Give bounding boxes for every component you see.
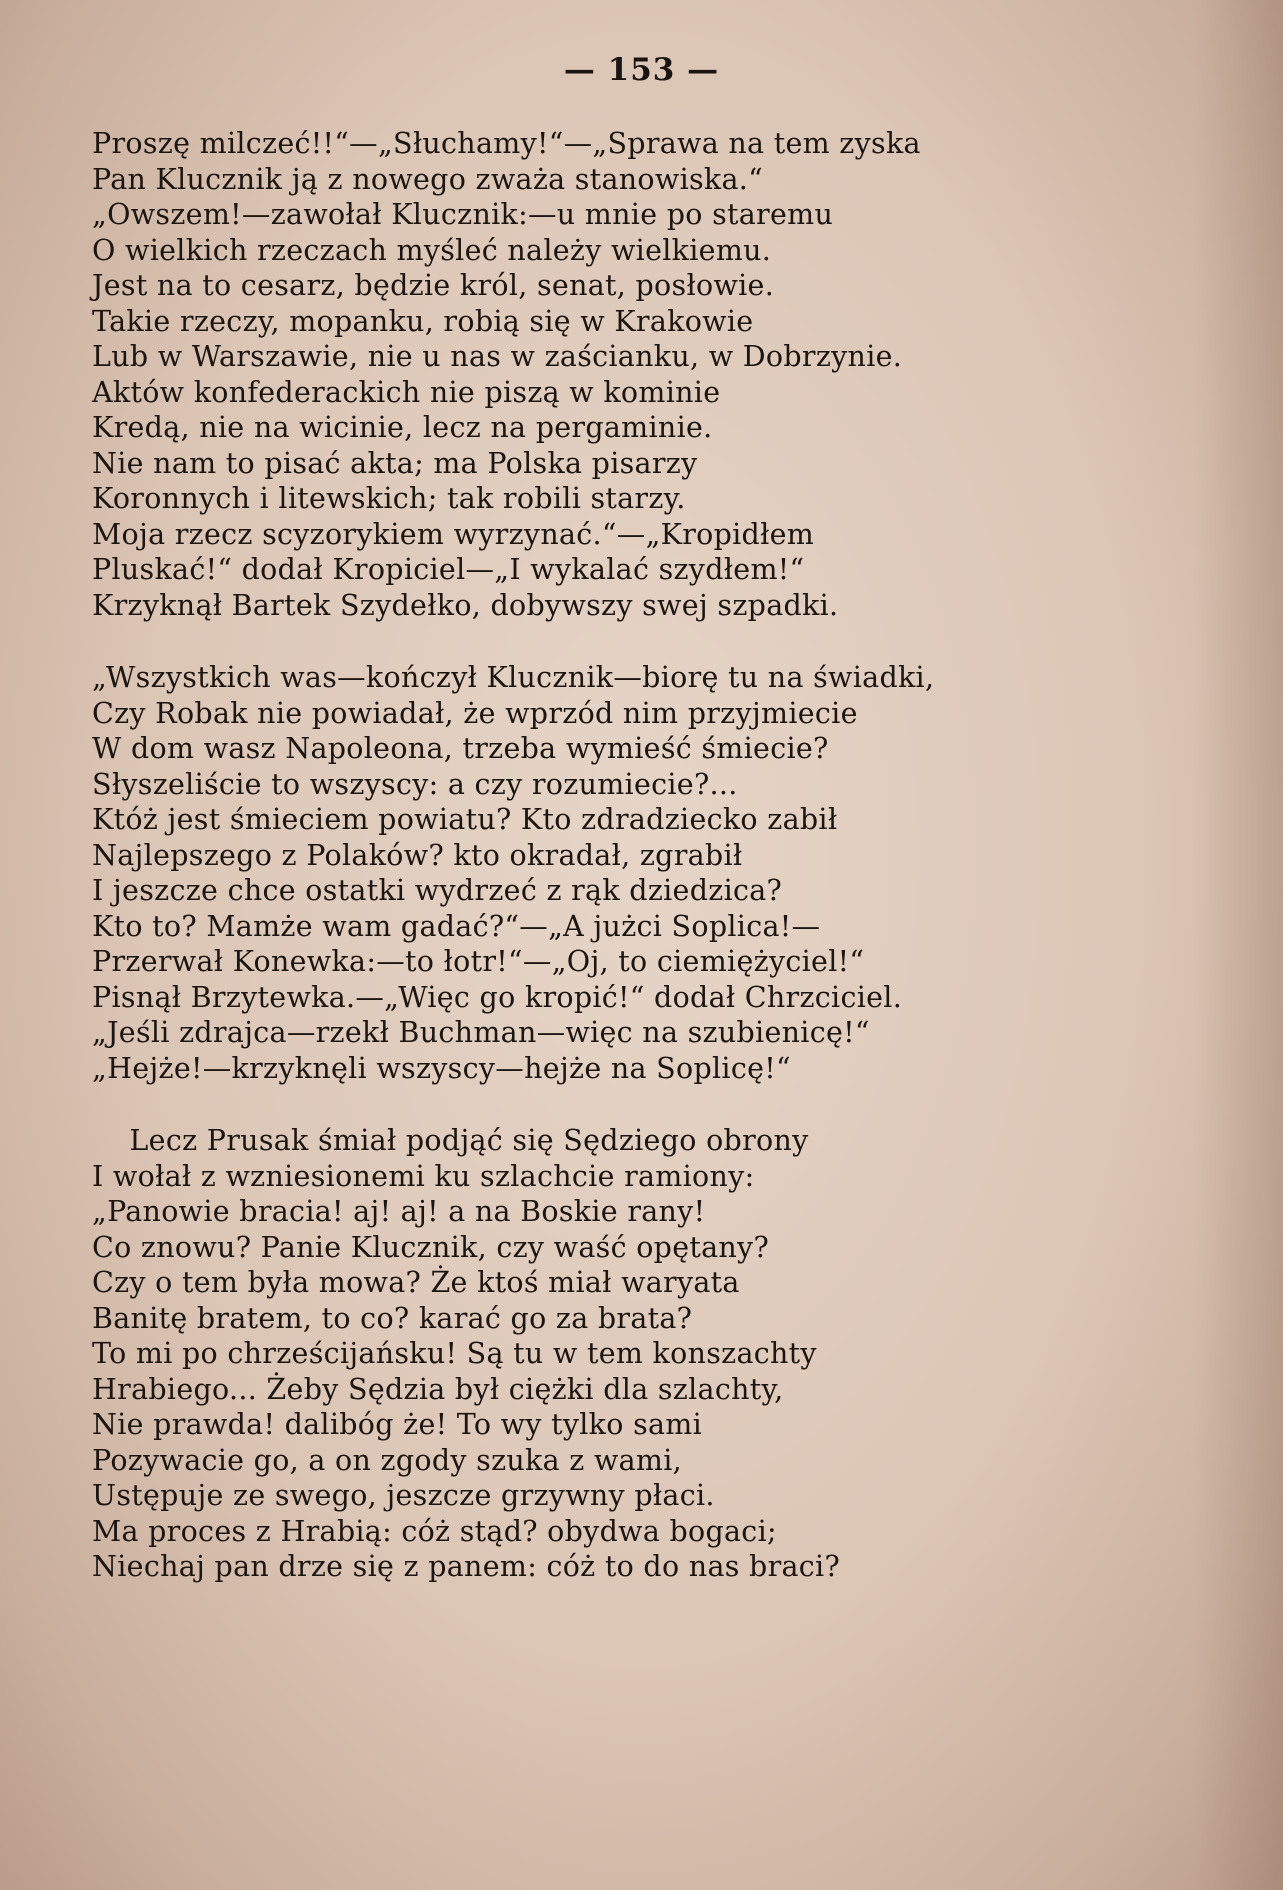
verse-line: „Panowie bracia! aj! aj! a na Boskie rany! [92,1195,706,1228]
verse-line: Czy Robak nie powiadał, że wprzód nim przyjmiecie [92,696,858,730]
verse-line: I wołał z wzniesionemi ku szlachcie ramiony: [92,1159,755,1193]
verse-line: „Hejże!—krzyknęli wszyscy—hejże na Soplicę!“ [92,1051,791,1085]
verse-line: Niechaj pan drze się z panem: cóż to do nas braci? [92,1550,841,1583]
verse-line: Krzyknął Bartek Szydełko, dobywszy swej szpadki. [92,588,839,622]
verse-line: Czy o tem była mowa? Że ktoś miał waryata [92,1266,740,1299]
verse-line: „Owszem!—zawołał Klucznik:—u mnie po staremu [92,198,834,231]
verse-line: Aktów konfederackich nie piszą w kominie [92,375,721,409]
verse-line: Ustępuje ze swego, jeszcze grzywny płaci. [92,1479,715,1512]
verse-line: I jeszcze chce ostatki wydrzeć z rąk dziedzica? [92,874,783,907]
verse-line: O wielkich rzeczach myśleć należy wielkiemu. [92,233,772,267]
verse-line: Takie rzeczy, mopanku, robią się w Krakowie [92,304,754,338]
verse-line: W dom wasz Napoleona, trzeba wymieść śmiecie? [92,732,829,765]
poem-text [92,126,1222,1585]
page-number: — 153 — [563,52,720,88]
verse-line: Któż jest śmieciem powiatu? Kto zdradziecko zabił [92,803,838,836]
verse-line: Lub w Warszawie, nie u nas w zaścianku, w Dobrzynie. [92,340,903,373]
verse-line: Kto to? Mamże wam gadać?“—„A jużci Soplica!— [92,909,821,943]
verse-line: Co znowu? Panie Klucznik, czy waść opętany? [92,1230,770,1264]
verse-line: To mi po chrześcijańsku! Są tu w tem konszachty [92,1337,817,1370]
verse-line: Ma proces z Hrabią: cóż stąd? obydwa bogaci; [92,1514,777,1548]
stanza-1 [92,126,1222,623]
verse-line: Słyszeliście to wszyscy: a czy rozumiecie?... [92,767,738,801]
verse-line: „Jeśli zdrajca—rzekł Buchman—więc na szubienicę!“ [92,1016,870,1049]
verse-line: Najlepszego z Polaków? kto okradał, zgrabił [92,838,743,872]
verse-line: Przerwał Konewka:—to łotr!“—„Oj, to ciemiężyciel!“ [92,945,865,978]
verse-line: Jest na to cesarz, będzie król, senat, posłowie. [92,269,775,302]
verse-line: Nie prawda! dalibóg że! To wy tylko sami [92,1408,703,1441]
verse-line: Kredą, nie na wicinie, lecz na pergaminie. [92,411,713,444]
verse-line: Hrabiego... Żeby Sędzia był ciężki dla szlachty, [92,1372,784,1406]
verse-line: Pluskać!“ dodał Kropiciel—„I wykalać szydłem!“ [92,553,805,586]
verse-line: Nie nam to pisać akta; ma Polska pisarzy [92,446,698,480]
stanza-2 [92,660,1222,1086]
stanza-3 [92,1123,1222,1585]
verse-line: Lecz Prusak śmiał podjąć się Sędziego obrony [92,1124,809,1157]
verse-line: Pisnął Brzytewka.—„Więc go kropić!“ dodał Chrzciciel. [92,980,903,1014]
verse-line: Koronnych i litewskich; tak robili starzy. [92,482,686,515]
verse-line: Pozywacie go, a on zgody szuka z wami, [92,1443,683,1477]
verse-line: Pan Klucznik ją z nowego zważa stanowiska.“ [92,162,764,196]
verse-line: Banitę bratem, to co? karać go za brata? [92,1301,693,1335]
verse-line: Proszę milczeć!!“—„Słuchamy!“—„Sprawa na tem zyska [92,127,921,160]
verse-line: Moja rzecz scyzorykiem wyrzynać.“—„Kropidłem [92,517,815,551]
verse-line: „Wszystkich was—kończył Klucznik—biorę tu na świadki, [92,661,935,694]
